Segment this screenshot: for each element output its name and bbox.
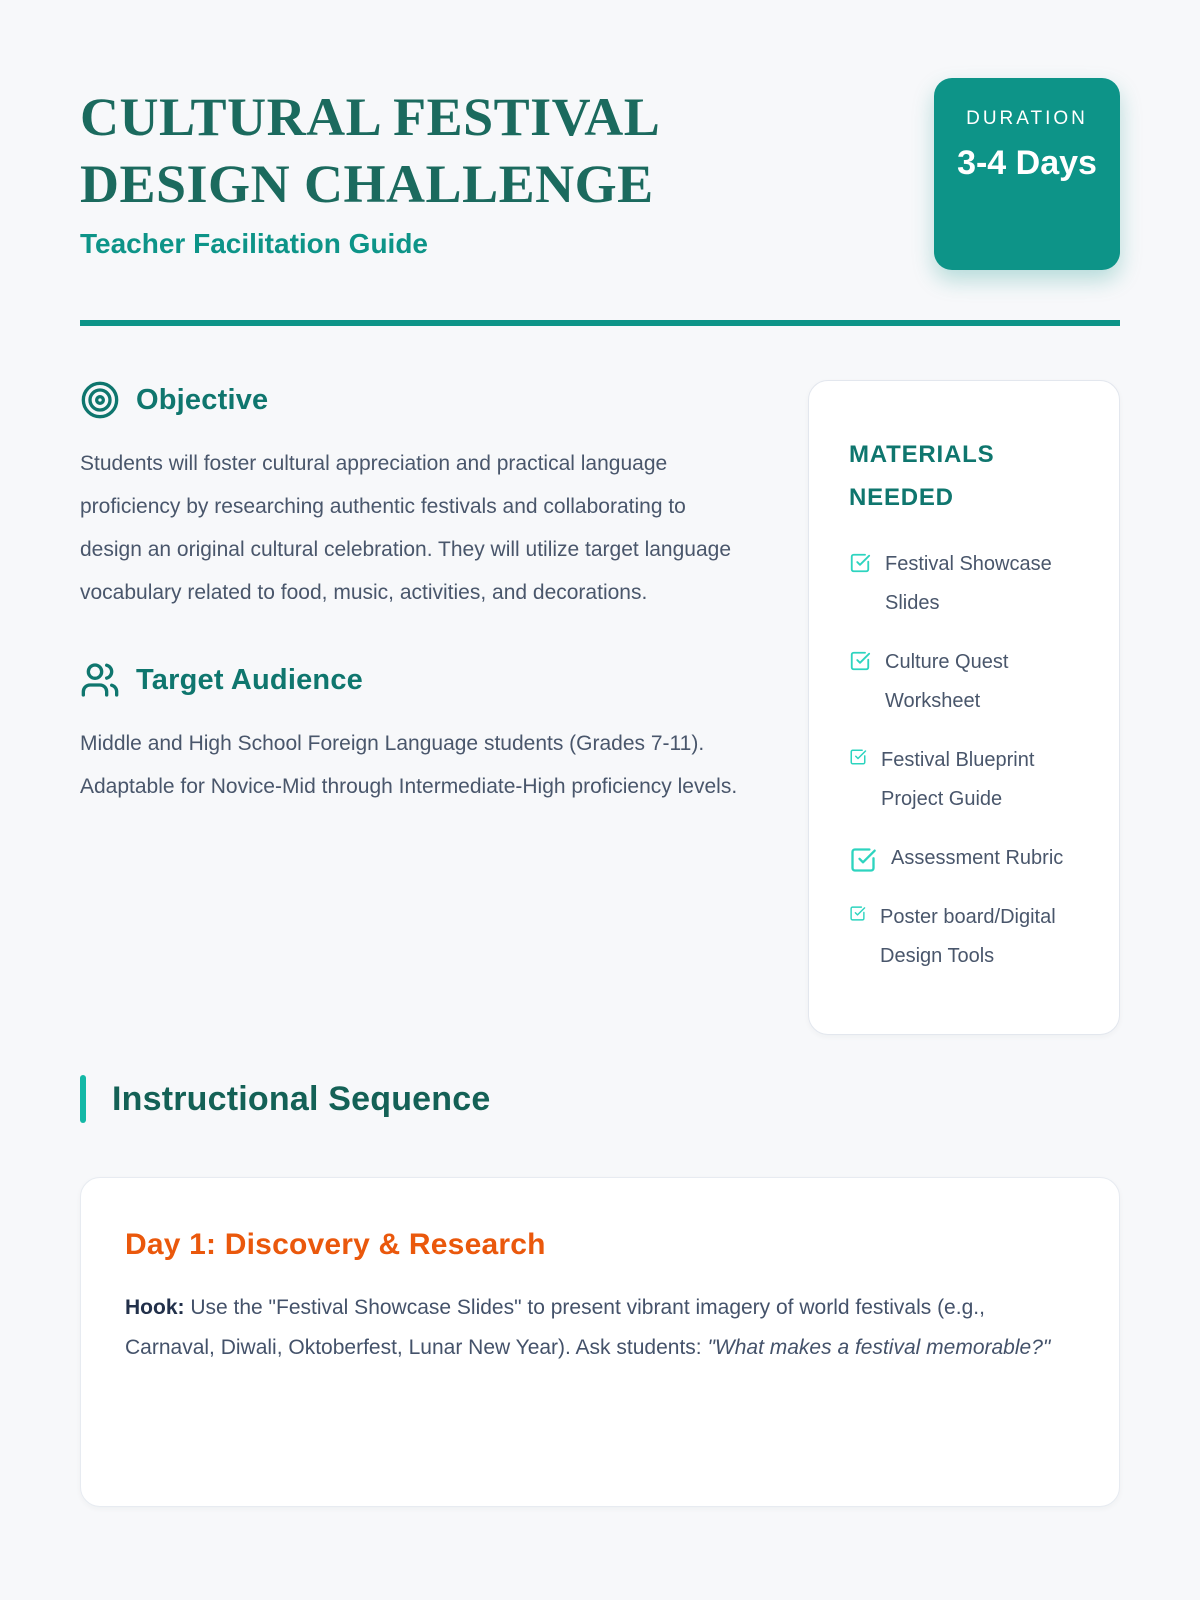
list-item <box>849 643 1079 721</box>
materials-item-label: Culture Quest Worksheet <box>885 651 1009 713</box>
list-item <box>849 898 1079 976</box>
hook-label: Hook: <box>125 1296 185 1320</box>
objective-heading: Objective <box>136 383 269 416</box>
materials-item-label: Festival Showcase Slides <box>885 553 1052 615</box>
target-audience-section-head <box>80 660 772 700</box>
duration-badge-value: 3-4 Days <box>957 144 1097 182</box>
header-divider <box>80 320 1120 326</box>
instructional-sequence-heading: Instructional Sequence <box>112 1079 491 1118</box>
materials-list <box>849 545 1079 976</box>
materials-card <box>808 380 1120 1035</box>
list-item <box>849 545 1079 623</box>
materials-heading: MATERIALS NEEDED <box>849 441 995 512</box>
check-square-icon <box>849 846 877 878</box>
duration-badge <box>934 78 1120 270</box>
main-column <box>80 380 772 854</box>
check-square-icon <box>849 650 871 721</box>
document-header <box>80 84 1120 270</box>
accent-bar <box>80 1075 86 1123</box>
materials-item-label: Festival Blueprint Project Guide <box>881 749 1035 811</box>
users-icon <box>80 660 120 700</box>
materials-item-label: Assessment Rubric <box>891 847 1064 870</box>
target-audience-section <box>80 660 772 808</box>
duration-badge-label: DURATION <box>966 108 1088 129</box>
page-title: CULTURAL FESTIVAL DESIGN CHALLENGE <box>80 87 658 214</box>
hook-quote: "What makes a festival memorable?" <box>707 1336 1051 1360</box>
content-row <box>80 380 1120 1035</box>
target-audience-body: Middle and High School Foreign Language students (Grades 7-11). Adaptable for Novice-Mid through Intermediate-High proficiency levels. <box>80 732 738 798</box>
objective-section-head <box>80 380 772 420</box>
instructional-sequence-head <box>80 1075 1120 1123</box>
target-icon <box>80 380 120 420</box>
list-item <box>849 839 1079 878</box>
check-square-icon <box>849 905 866 976</box>
title-block <box>80 84 780 260</box>
hook-text: Use the "Festival Showcase Slides" to present vibrant imagery of world festivals (e.g., Carnaval, Diwali, Oktoberfest, Lunar New Year). Ask students: <box>125 1296 985 1360</box>
list-item <box>849 741 1079 819</box>
day1-card <box>80 1177 1120 1507</box>
day1-heading: Day 1: Discovery & Research <box>125 1228 546 1262</box>
objective-body: Students will foster cultural appreciation and practical language proficiency by researching authentic festivals and collaborating to design an original cultural celebration. They will utilize target language vocabulary related to food, music, activities, and decorations. <box>80 452 731 604</box>
materials-item-label: Poster board/Digital Design Tools <box>880 906 1056 968</box>
objective-section <box>80 380 772 614</box>
check-square-icon <box>849 552 871 623</box>
day1-hook-paragraph <box>125 1288 1065 1368</box>
page-subtitle: Teacher Facilitation Guide <box>80 227 429 259</box>
target-audience-heading: Target Audience <box>136 663 363 696</box>
check-square-icon <box>849 748 867 819</box>
